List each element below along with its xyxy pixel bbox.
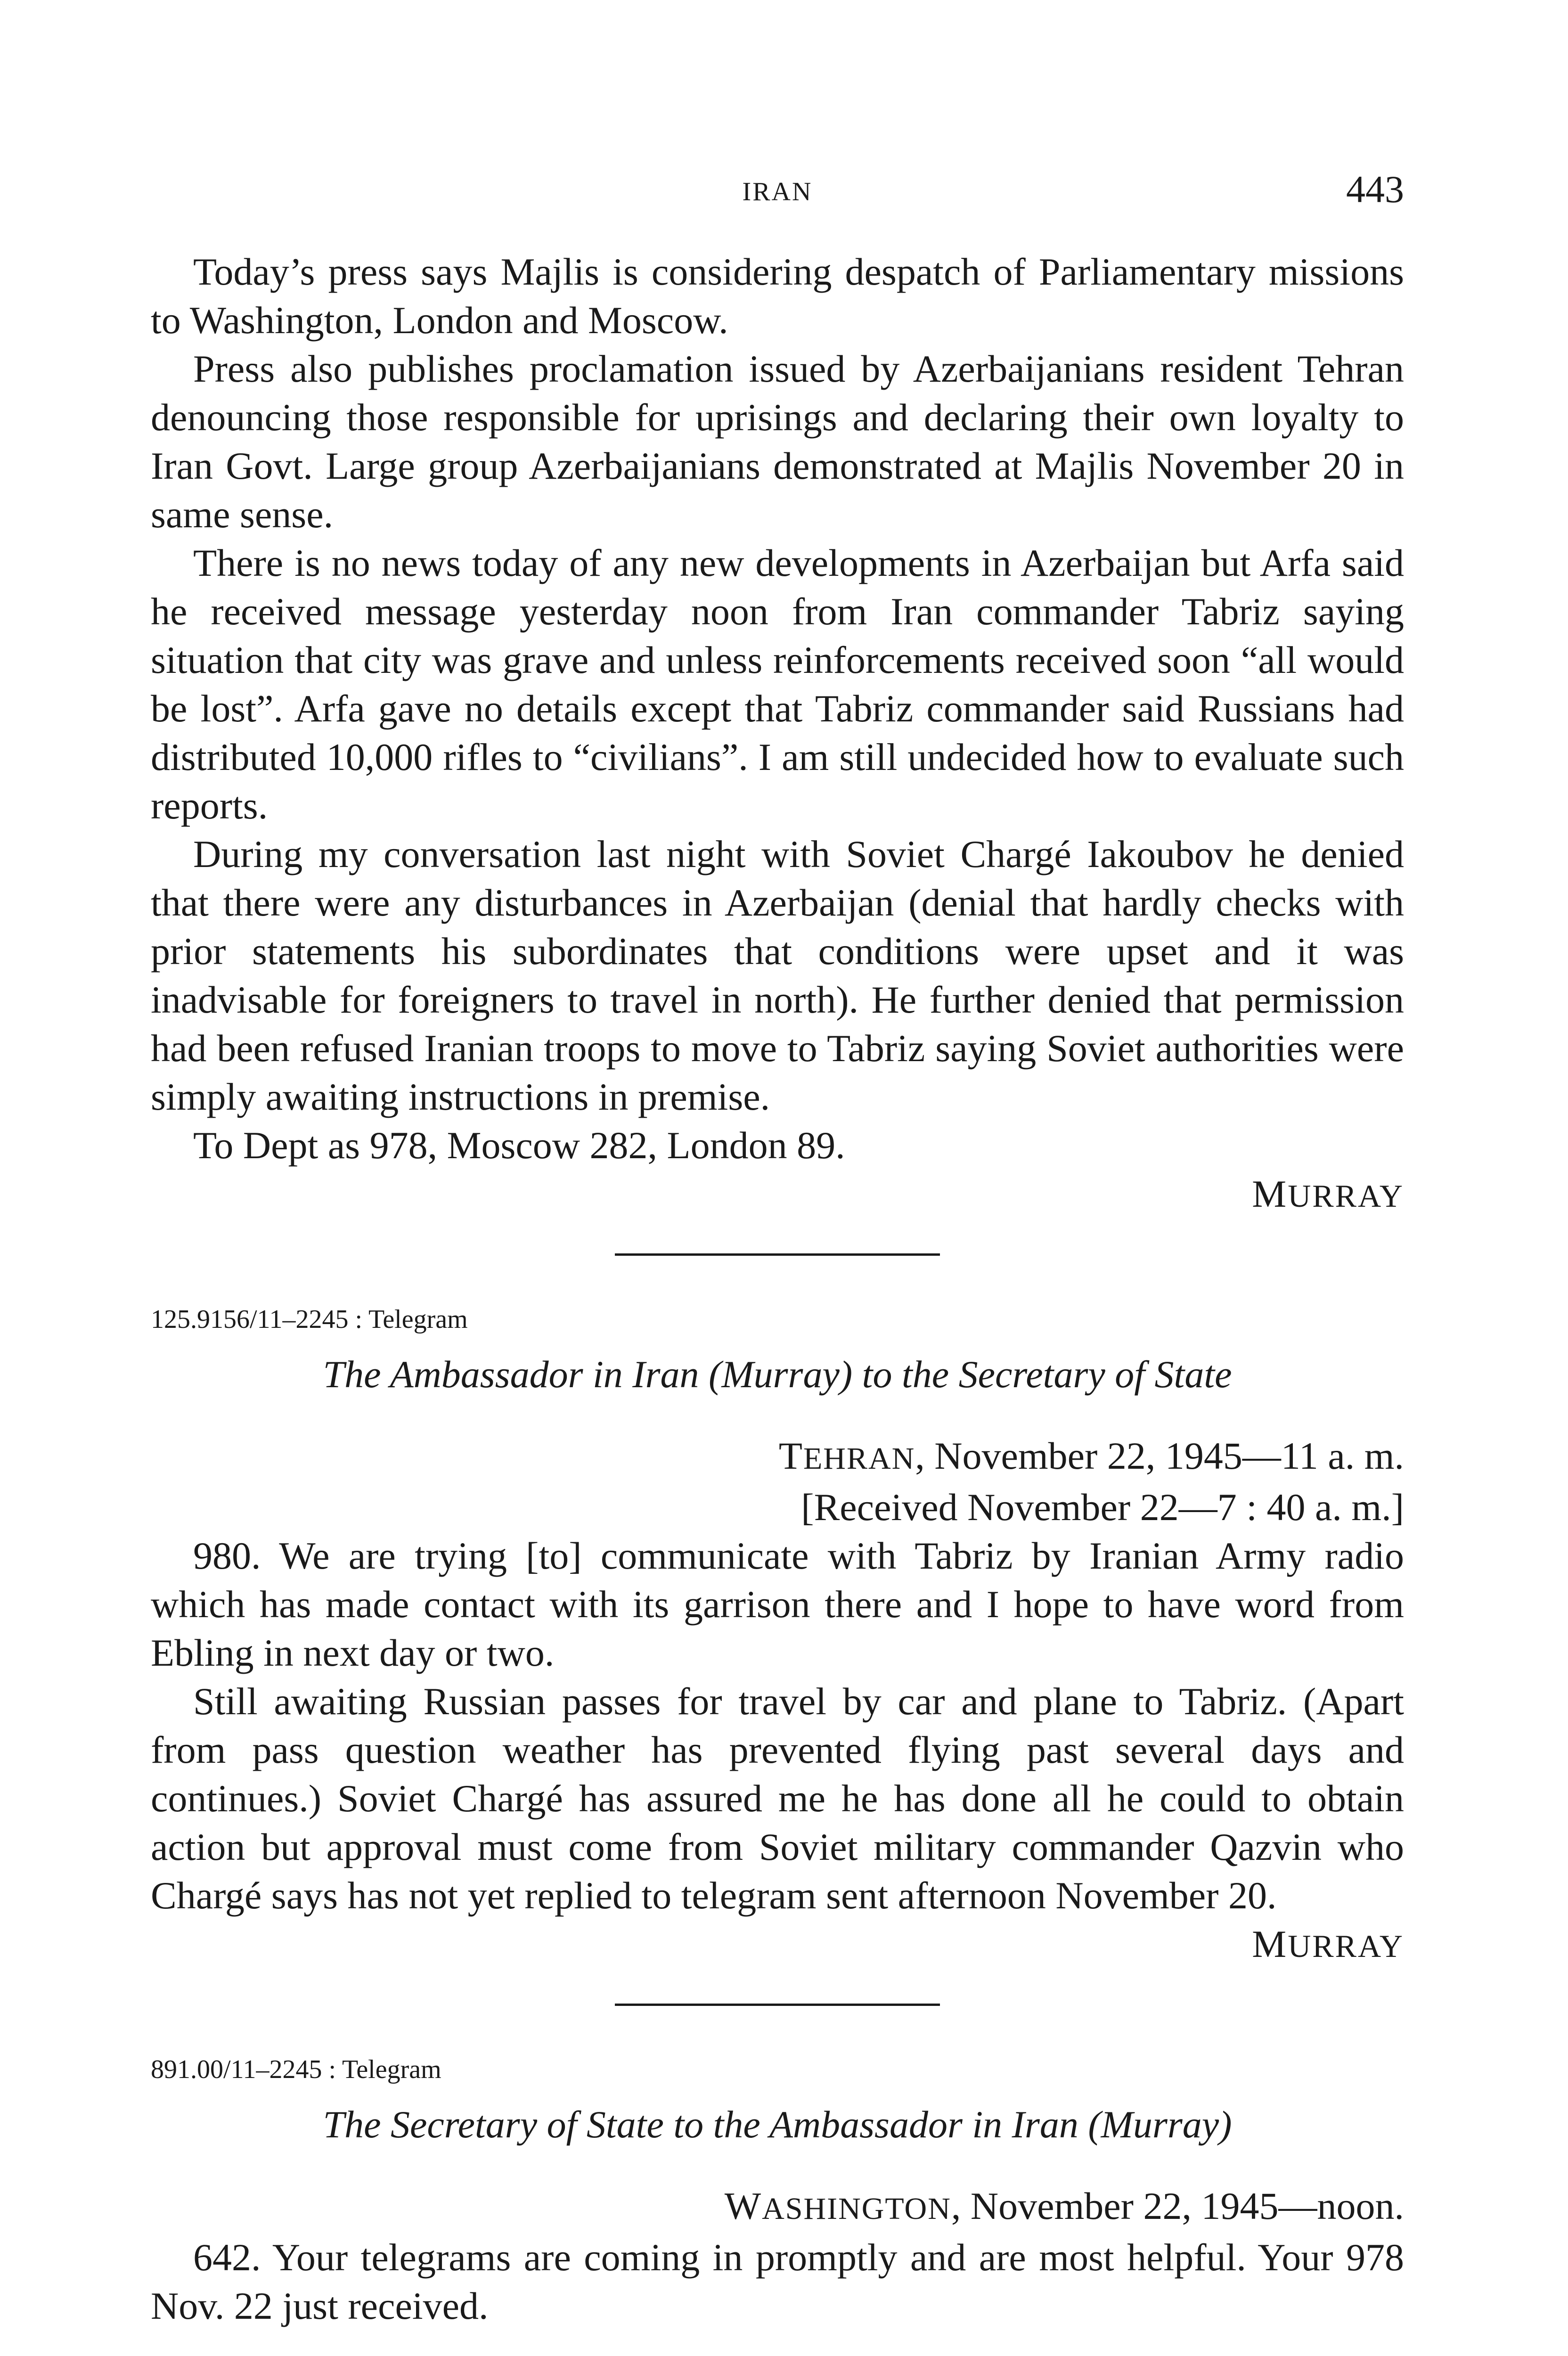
file-reference: 125.9156/11–2245 : Telegram bbox=[151, 1305, 468, 1334]
signature-initial: M bbox=[1252, 1922, 1288, 1965]
dateline-date: , November 22, 1945—noon. bbox=[951, 2184, 1404, 2227]
paragraph: 642. Your telegrams are coming in promptly and are most helpful. Your 978 Nov. 22 just received. bbox=[151, 2236, 1404, 2327]
dateline-place-initial: T bbox=[778, 1434, 803, 1477]
paragraph: Press also publishes proclamation issued by Azerbaijanians resident Tehran denouncing those responsible for uprisings and declaring their own loyalty to Iran Govt. Large group Azerbaijanians demonstrated at Majlis November 20 in same sense. bbox=[151, 347, 1404, 536]
document-title: The Ambassador in Iran (Murray) to the Secretary of State bbox=[323, 1353, 1232, 1396]
dateline-place: EHRAN bbox=[803, 1441, 915, 1476]
signature-rest: URRAY bbox=[1288, 1928, 1404, 1964]
dateline-place-initial: W bbox=[724, 2184, 762, 2227]
dateline bbox=[151, 2182, 1404, 2233]
signature-rest: URRAY bbox=[1288, 1178, 1404, 1214]
dateline-place: ASHINGTON bbox=[762, 2192, 951, 2226]
signature bbox=[151, 1920, 1404, 1971]
paragraph: Today’s press says Majlis is considering despatch of Parliamentary missions to Washington, London and Moscow. bbox=[151, 250, 1404, 342]
file-reference: 891.00/11–2245 : Telegram bbox=[151, 2055, 441, 2084]
document-title: The Secretary of State to the Ambassador in Iran (Murray) bbox=[323, 2103, 1232, 2146]
dateline bbox=[151, 1432, 1404, 1483]
paragraph: During my conversation last night with Soviet Chargé Iakoubov he denied that there were any disturbances in Azerbaijan (denial that hardly checks with prior statements his subordinates that conditions were upset and it was inadvisable for foreigners to travel in north). He further denied that permission had been refused Iranian troops to move to Tabriz saying Soviet authorities were simply awaiting instructions in premise. bbox=[151, 833, 1404, 1118]
paragraph: There is no news today of any new developments in Azerbaijan but Arfa said he received message yesterday noon from Iran commander Tabriz saying situation that city was grave and unless reinforcements received soon “all would be lost”. Arfa gave no details except that Tabriz commander said Russians had distributed 10,000 rifles to “civilians”. I am still undecided how to evaluate such reports. bbox=[151, 541, 1404, 827]
page-number: 443 bbox=[1346, 168, 1404, 211]
received-line: [Received November 22—7 : 40 a. m.] bbox=[801, 1486, 1404, 1529]
signature-initial: M bbox=[1252, 1172, 1288, 1215]
paragraph: To Dept as 978, Moscow 282, London 89. bbox=[193, 1124, 845, 1167]
paragraph: Still awaiting Russian passes for travel by car and plane to Tabriz. (Apart from pass question weather has prevented flying past several days and continues.) Soviet Chargé has assured me he has done all he could to obtain action but approval must come from Soviet military commander Qazvin who Chargé says has not yet replied to telegram sent afternoon November 20. bbox=[151, 1680, 1404, 1917]
paragraph: 980. We are trying [to] communicate with Tabriz by Iranian Army radio which has made contact with its garrison there and I hope to have word from Ebling in next day or two. bbox=[151, 1534, 1404, 1674]
signature bbox=[151, 1170, 1404, 1220]
dateline-date: , November 22, 1945—11 a. m. bbox=[915, 1434, 1404, 1477]
running-head bbox=[151, 167, 1404, 219]
running-title: IRAN bbox=[742, 177, 813, 206]
page-body bbox=[151, 247, 1404, 2330]
